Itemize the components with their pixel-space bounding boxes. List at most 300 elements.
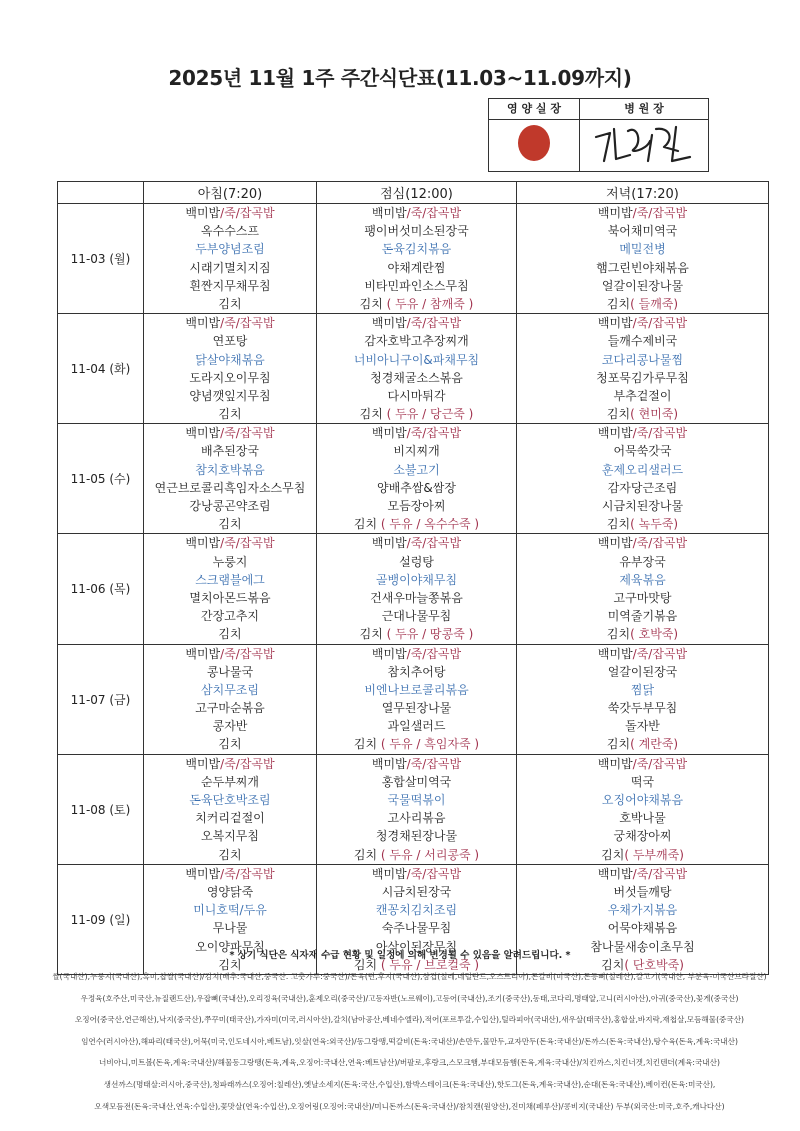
menu-item: 아삭이된장무침 — [375, 939, 458, 954]
menu-item: 김치 — [218, 737, 242, 752]
rice-line — [517, 755, 768, 773]
dinner-cell — [517, 424, 769, 534]
rice-congee: 죽 — [224, 536, 236, 551]
menu-item: 돌자반 — [625, 719, 660, 734]
dinner-cell — [517, 204, 769, 314]
rice-slash: / — [220, 426, 225, 441]
menu-item: 미역줄기볶음 — [607, 609, 678, 624]
rice-slash: / — [235, 756, 240, 771]
rice-grain: 잡곡밥 — [426, 426, 462, 441]
rice-plain: 백미밥 — [371, 536, 407, 551]
menu-item: 들깨수제비국 — [607, 334, 678, 349]
paren-close: ) — [673, 296, 679, 311]
rice-grain: 잡곡밥 — [652, 536, 688, 551]
menu-item: 햄그린빈야채볶음 — [596, 260, 689, 275]
paren-close: ) — [673, 627, 679, 642]
rice-slash: / — [648, 536, 653, 551]
rice-congee: 죽 — [224, 866, 236, 881]
origin-line: 임연수(러시아산),해파리(태국산),어묵(미국,인도네시아,베트남),잇살(연육:외국산)/동그랑땡,떡갈비(돈육:국내산)/손만두,물만두,교자만두(돈육:국내산)/돈까스(돈육:국내산),탕수육(돈육,계육:국내산) — [81, 1036, 738, 1046]
menu-item: 오복지무침 — [201, 829, 259, 844]
rice-plain: 백미밥 — [597, 536, 633, 551]
menu-item: 영양닭죽 — [206, 884, 254, 899]
menu-item: 고사리볶음 — [387, 811, 446, 826]
menu-item: 미니호떡/두유 — [193, 903, 267, 918]
extra-item: 계란죽 — [638, 737, 674, 752]
signature-icon — [590, 121, 700, 167]
rice-slash: / — [422, 866, 427, 881]
extra-item: 두유 / 브로컬죽 — [389, 957, 471, 972]
rice-slash: / — [648, 646, 653, 661]
paren-open: ( — [624, 957, 633, 972]
rice-slash: / — [422, 756, 427, 771]
paren-close: ) — [470, 517, 480, 532]
kimchi-extra-line — [317, 625, 516, 643]
menu-item: 건새우마늘쫑볶음 — [370, 590, 463, 605]
menu-item: 연포탕 — [212, 334, 248, 349]
table-row — [58, 754, 769, 864]
kimchi-extra-line — [517, 515, 768, 533]
paren-open: ( — [377, 517, 390, 532]
rice-line — [144, 865, 316, 883]
rice-slash: / — [632, 756, 637, 771]
menu-item: 코다리콩나물찜 — [601, 352, 684, 367]
menu-item: 콩나물국 — [206, 664, 254, 679]
rice-line — [517, 865, 768, 883]
kimchi-label: 김치 — [601, 847, 625, 862]
rice-line — [144, 314, 316, 332]
approval-director — [580, 99, 708, 171]
menu-item: 감자호박고추장찌개 — [364, 334, 469, 349]
menu-item: 골뱅이야채무침 — [375, 572, 458, 587]
paren-close: ) — [673, 737, 679, 752]
rice-plain: 백미밥 — [371, 866, 407, 881]
menu-item: 비타민파인소스무침 — [364, 278, 469, 293]
date-cell: 11-05 (수) — [58, 424, 144, 534]
seal-stamp-icon — [518, 125, 550, 161]
rice-slash: / — [235, 316, 240, 331]
rice-grain: 잡곡밥 — [426, 756, 462, 771]
rice-slash: / — [220, 536, 225, 551]
paren-open: ( — [630, 407, 639, 422]
date-cell: 11-04 (화) — [58, 314, 144, 424]
rice-grain: 잡곡밥 — [239, 206, 275, 220]
lunch-cell — [317, 204, 517, 314]
rice-line — [517, 645, 768, 663]
rice-line — [144, 424, 316, 442]
rice-grain: 잡곡밥 — [239, 756, 275, 771]
rice-slash: / — [406, 206, 411, 220]
rice-slash: / — [632, 206, 637, 220]
extra-item: 두유 / 당근죽 — [395, 407, 465, 422]
approval-box — [488, 98, 709, 172]
origin-line: 우정육(호주산,미국산,뉴질랜드산),우잡뼈(국내산),오리정육(국내산),훈제오리(중국산)/고등자반(노르웨이),고등어(국내산),조기(중국산),동태,코다리,명태알,고니(러시아산),아귀(중국산),꽃게(중국산) — [80, 993, 739, 1003]
rice-slash: / — [648, 206, 653, 220]
date-column-header — [58, 182, 144, 204]
rice-slash: / — [235, 206, 240, 220]
paren-close: ) — [673, 407, 679, 422]
rice-slash: / — [406, 536, 411, 551]
menu-item: 참치호박볶음 — [195, 462, 265, 477]
rice-slash: / — [422, 646, 427, 661]
rice-grain: 잡곡밥 — [239, 316, 275, 331]
rice-congee: 죽 — [410, 316, 423, 331]
extra-item: 두유 / 흑임자죽 — [389, 737, 471, 752]
menu-item: 팽이버섯미소된장국 — [364, 224, 469, 239]
rice-grain: 잡곡밥 — [239, 426, 275, 441]
extra-item: 두유 / 서리콩죽 — [389, 847, 471, 862]
paren-close: ) — [470, 847, 480, 862]
extra-item: 두유 / 옥수수죽 — [389, 517, 471, 532]
dinner-cell — [517, 754, 769, 864]
rice-line — [144, 645, 316, 663]
breakfast-cell — [144, 754, 317, 864]
date-cell: 11-09 (일) — [58, 864, 144, 974]
menu-item: 버섯들깨탕 — [613, 884, 672, 899]
menu-item: 숙주나물무침 — [381, 921, 452, 936]
paren-open: ( — [377, 847, 390, 862]
menu-item: 오이양파무침 — [195, 939, 265, 954]
rice-grain: 잡곡밥 — [426, 866, 462, 881]
rice-slash: / — [406, 316, 411, 331]
rice-congee: 죽 — [410, 536, 423, 551]
rice-grain: 잡곡밥 — [652, 756, 688, 771]
rice-slash: / — [422, 206, 427, 220]
paren-open: ( — [377, 957, 390, 972]
kimchi-label: 김치 — [359, 296, 383, 311]
rice-congee: 죽 — [224, 426, 236, 441]
rice-congee: 죽 — [410, 866, 423, 881]
rice-grain: 잡곡밥 — [652, 206, 688, 220]
menu-item: 청경채된장나물 — [375, 829, 458, 844]
rice-plain: 백미밥 — [185, 206, 221, 220]
paren-open: ( — [630, 296, 639, 311]
extra-item: 현미죽 — [638, 407, 674, 422]
origin-line: 너비아니,미트볼(돈육,계육:국내산)/해물동그랑땡(돈육,계육,오징어:국내산,연육:베트남산)/버팔로,후랑크,스모크햄,부대모듬햄(돈육,계육:국내산)/치킨까스,치킨너겟,치킨텐더(계육:국내산) — [99, 1058, 720, 1068]
kimchi-label: 김치 — [353, 847, 378, 862]
paren-close: ) — [470, 957, 480, 972]
paren-open: ( — [630, 517, 639, 532]
rice-congee: 죽 — [636, 756, 649, 771]
breakfast-cell — [144, 644, 317, 754]
rice-slash: / — [422, 426, 427, 441]
rice-slash: / — [220, 206, 225, 220]
menu-item: 무나물 — [212, 921, 248, 936]
menu-item: 설렁탕 — [399, 554, 434, 569]
rice-congee: 죽 — [410, 756, 423, 771]
breakfast-cell — [144, 314, 317, 424]
rice-slash: / — [220, 646, 225, 661]
breakfast-header: 아침(7:20) — [144, 182, 317, 204]
lunch-cell — [317, 644, 517, 754]
approval-nutritionist-label: 영 양 실 장 — [489, 99, 579, 120]
menu-item: 야채계란찜 — [387, 260, 446, 275]
menu-item: 돈육단호박조림 — [189, 793, 271, 807]
lunch-cell — [317, 534, 517, 644]
menu-item: 쑥갓두부무침 — [607, 701, 678, 716]
rice-plain: 백미밥 — [597, 866, 633, 881]
rice-line — [144, 534, 316, 552]
menu-item: 어묵쑥갓국 — [613, 444, 672, 459]
rice-grain: 잡곡밥 — [426, 206, 462, 220]
rice-congee: 죽 — [410, 426, 423, 441]
date-cell: 11-07 (금) — [58, 644, 144, 754]
menu-item: 비엔나브로콜리볶음 — [364, 682, 469, 697]
menu-item: 고구마맛탕 — [613, 590, 672, 605]
menu-item: 메밀전병 — [619, 242, 666, 257]
menu-item: 연근브로콜리흑임자소스무침 — [154, 480, 306, 495]
paren-open: ( — [630, 737, 639, 752]
rice-plain: 백미밥 — [185, 316, 221, 331]
rice-line — [517, 534, 768, 552]
rice-plain: 백미밥 — [597, 646, 633, 661]
table-row — [58, 644, 769, 754]
rice-plain: 백미밥 — [371, 206, 407, 220]
rice-slash: / — [632, 646, 637, 661]
menu-item: 간장고추지 — [201, 609, 259, 624]
menu-item: 과일샐러드 — [387, 719, 446, 734]
rice-plain: 백미밥 — [597, 756, 633, 771]
menu-item: 제육볶음 — [619, 572, 666, 587]
menu-item: 비지찌개 — [393, 444, 440, 459]
rice-plain: 백미밥 — [371, 756, 407, 771]
rice-congee: 죽 — [224, 316, 236, 331]
rice-grain: 잡곡밥 — [426, 646, 462, 661]
rice-slash: / — [648, 866, 653, 881]
menu-item: 다시마튀각 — [387, 388, 446, 403]
rice-plain: 백미밥 — [371, 426, 407, 441]
menu-item: 닭살야채볶음 — [195, 352, 265, 367]
kimchi-extra-line — [517, 846, 768, 864]
rice-grain: 잡곡밥 — [239, 536, 275, 551]
menu-item: 떡국 — [630, 774, 655, 789]
paren-open: ( — [382, 296, 396, 311]
paren-open: ( — [382, 627, 396, 642]
menu-item: 호박나물 — [619, 811, 666, 826]
menu-item: 스크램블에그 — [195, 572, 265, 587]
rice-congee: 죽 — [224, 206, 236, 220]
table-row — [58, 424, 769, 534]
rice-line — [317, 645, 516, 663]
rice-slash: / — [406, 756, 411, 771]
rice-grain: 잡곡밥 — [239, 866, 275, 881]
rice-plain: 백미밥 — [597, 316, 633, 331]
menu-item: 배추된장국 — [201, 444, 259, 459]
breakfast-cell — [144, 204, 317, 314]
rice-line — [144, 755, 316, 773]
rice-congee: 죽 — [636, 866, 649, 881]
menu-item: 김치 — [218, 296, 242, 311]
menu-item: 멸치아몬드볶음 — [189, 590, 271, 605]
origin-line: 오색모듬전(돈육:국내산,연육:수입산),꽃맛살(연육:수입산),오징어링(오징어:국내산)/미니돈까스(돈육:국내산)/참치캔(원양산),진미채(페루산)/콩비지(국내산) 두부(외국산:미국,호주,캐나다산) — [94, 1101, 725, 1111]
rice-grain: 잡곡밥 — [652, 316, 688, 331]
menu-item: 참치추어탕 — [387, 664, 446, 679]
rice-slash: / — [220, 316, 225, 331]
rice-plain: 백미밥 — [371, 316, 407, 331]
menu-item: 김치 — [218, 407, 242, 422]
change-notice: * 상기 식단은 식자재 수급 현황 및 일정에 의해 변경될 수 있음을 알려드립니다. * — [229, 950, 571, 961]
rice-line — [144, 204, 316, 222]
kimchi-extra-line — [517, 405, 768, 423]
origin-info — [52, 966, 767, 1117]
rice-congee: 죽 — [410, 206, 423, 220]
menu-item: 너비아니구이&파채무침 — [353, 352, 480, 367]
menu-item: 열무된장나물 — [381, 701, 452, 716]
kimchi-label: 김치 — [606, 627, 631, 642]
menu-item: 양배추쌈&쌈장 — [377, 480, 456, 495]
kimchi-label: 김치 — [601, 957, 625, 972]
rice-line — [517, 314, 768, 332]
date-cell: 11-03 (월) — [58, 204, 144, 314]
menu-item: 순두부찌개 — [201, 774, 259, 789]
table-row — [58, 204, 769, 314]
table-row — [58, 534, 769, 644]
menu-item: 캔꽁치김치조림 — [375, 903, 458, 918]
rice-congee: 죽 — [636, 646, 649, 661]
rice-slash: / — [406, 646, 411, 661]
rice-slash: / — [648, 426, 653, 441]
menu-item: 청경채굴소스볶음 — [370, 370, 463, 385]
dinner-cell — [517, 644, 769, 754]
menu-item: 청포묵김가루무침 — [596, 370, 689, 385]
menu-item: 돈육김치볶음 — [381, 242, 452, 257]
menu-item: 오징어야채볶음 — [601, 793, 684, 807]
rice-grain: 잡곡밥 — [652, 426, 688, 441]
menu-item: 삼치무조림 — [201, 682, 259, 697]
rice-plain: 백미밥 — [185, 536, 221, 551]
kimchi-label: 김치 — [353, 517, 378, 532]
extra-item: 두유 / 참깨죽 — [395, 296, 465, 311]
paren-close: ) — [470, 737, 480, 752]
kimchi-label: 김치 — [353, 737, 378, 752]
extra-item: 두유 / 땅콩죽 — [395, 627, 465, 642]
rice-grain: 잡곡밥 — [426, 536, 462, 551]
paren-open: ( — [377, 737, 390, 752]
extra-item: 들깨죽 — [638, 296, 674, 311]
rice-slash: / — [220, 756, 225, 771]
paren-close: ) — [679, 957, 684, 972]
kimchi-label: 김치 — [353, 957, 378, 972]
menu-item: 어묵야채볶음 — [607, 921, 678, 936]
rice-slash: / — [235, 866, 240, 881]
rice-line — [317, 865, 516, 883]
menu-item: 북어채미역국 — [607, 224, 678, 239]
rice-congee: 죽 — [636, 316, 649, 331]
paren-open: ( — [624, 847, 633, 862]
paren-close: ) — [464, 296, 474, 311]
menu-item: 근대나물무침 — [381, 609, 452, 624]
extra-item: 녹두죽 — [638, 517, 674, 532]
menu-header-row — [58, 182, 769, 204]
menu-item: 누룽지 — [212, 554, 248, 569]
rice-congee: 죽 — [636, 536, 649, 551]
menu-item: 옥수수스프 — [201, 224, 259, 239]
rice-slash: / — [632, 866, 637, 881]
paren-close: ) — [673, 517, 679, 532]
rice-slash: / — [220, 866, 225, 881]
menu-item: 유부장국 — [619, 554, 666, 569]
menu-item: 얼갈이된장나물 — [601, 278, 684, 293]
rice-line — [317, 314, 516, 332]
menu-item: 우채가지볶음 — [607, 903, 678, 918]
lunch-cell — [317, 424, 517, 534]
origin-line: 생선까스(명태살:러시아,중국산),청파래까스(오징어:칠레산),옛날소세지(돈육:국산,수입산),함박스테이크(돈육:국내산),핫도그(돈육,계육:국내산),순대(돈육:국내산),베이컨(돈육:미국산), — [103, 1079, 716, 1089]
rice-slash: / — [422, 536, 427, 551]
kimchi-label: 김치 — [359, 627, 383, 642]
rice-slash: / — [235, 536, 240, 551]
menu-item: 양념깻잎지무침 — [189, 388, 271, 403]
rice-congee: 죽 — [636, 426, 649, 441]
rice-congee: 죽 — [636, 206, 649, 220]
rice-slash: / — [235, 646, 240, 661]
kimchi-label: 김치 — [606, 517, 631, 532]
paren-close: ) — [464, 627, 474, 642]
extra-item: 두부깨죽 — [632, 847, 680, 862]
menu-item: 참나물새송이초무침 — [590, 939, 695, 954]
rice-slash: / — [406, 426, 411, 441]
rice-slash: / — [406, 866, 411, 881]
menu-item: 김치 — [218, 957, 242, 972]
rice-plain: 백미밥 — [371, 646, 407, 661]
paren-open: ( — [382, 407, 396, 422]
dinner-cell — [517, 314, 769, 424]
rice-line — [317, 755, 516, 773]
kimchi-extra-line — [317, 846, 516, 864]
rice-line — [317, 534, 516, 552]
kimchi-label: 김치 — [606, 407, 631, 422]
menu-item: 감자당근조림 — [607, 480, 678, 495]
rice-plain: 백미밥 — [597, 206, 633, 220]
rice-line — [517, 204, 768, 222]
table-row — [58, 314, 769, 424]
kimchi-extra-line — [517, 295, 768, 313]
rice-congee: 죽 — [410, 646, 423, 661]
rice-slash: / — [632, 426, 637, 441]
menu-item: 도라지오이무침 — [189, 370, 271, 385]
rice-line — [317, 424, 516, 442]
menu-item: 국물떡볶이 — [387, 793, 446, 807]
rice-plain: 백미밥 — [185, 756, 221, 771]
approval-nutritionist — [489, 99, 580, 171]
menu-item: 소불고기 — [393, 462, 440, 477]
page-title: 2025년 11월 1주 주간식단표(11.03~11.09까지) — [168, 66, 632, 90]
rice-line — [317, 204, 516, 222]
dinner-cell — [517, 534, 769, 644]
extra-item: 단호박죽 — [632, 957, 680, 972]
origin-line: 오징어(중국산,연근해산),낙지(중국산),쭈꾸미(태국산),가자미(미국,러시아산),갈치(남아공산,베네수엘라),적어(포르투갈,수입산),틸라피아(국내산),새우살(태국산),홍합살,바지락,재첩살,모듬해물(중국산) — [74, 1015, 745, 1025]
menu-item: 시래기멸치지짐 — [189, 260, 271, 275]
paren-close: ) — [464, 407, 474, 422]
menu-item: 시금치된장국 — [381, 884, 452, 899]
date-cell: 11-06 (목) — [58, 534, 144, 644]
origin-line: 쌀(국내산),누룽지(국내산),흑미,찹쌀(국내산)/김치(배추:국내산,중국산. 고춧가루:중국산)/돈육(런,후지(국내산),삼겹(칠레,네덜란드,오스트리아),돈갈비(미국산),돈등뼈(칠레산),갈고기(국내산, 부분육-미국산브라질산) — [52, 972, 767, 981]
lunch-cell — [317, 754, 517, 864]
date-cell: 11-08 (토) — [58, 754, 144, 864]
menu-item: 모듬장아찌 — [387, 499, 446, 513]
kimchi-label: 김치 — [606, 737, 631, 752]
menu-item: 콩자반 — [212, 719, 248, 734]
kimchi-extra-line — [317, 405, 516, 423]
menu-item: 궁채장아찌 — [613, 829, 672, 844]
menu-item: 강낭콩곤약조림 — [189, 499, 271, 513]
menu-item: 흰짠지무채무침 — [189, 278, 271, 293]
menu-item: 홍합살미역국 — [381, 774, 452, 789]
menu-item: 김치 — [218, 847, 242, 862]
dinner-header: 저녁(17:20) — [517, 182, 769, 204]
rice-slash: / — [235, 426, 240, 441]
rice-line — [517, 424, 768, 442]
menu-item: 부추겉절이 — [613, 388, 672, 403]
menu-item: 얼갈이된장국 — [607, 664, 678, 679]
